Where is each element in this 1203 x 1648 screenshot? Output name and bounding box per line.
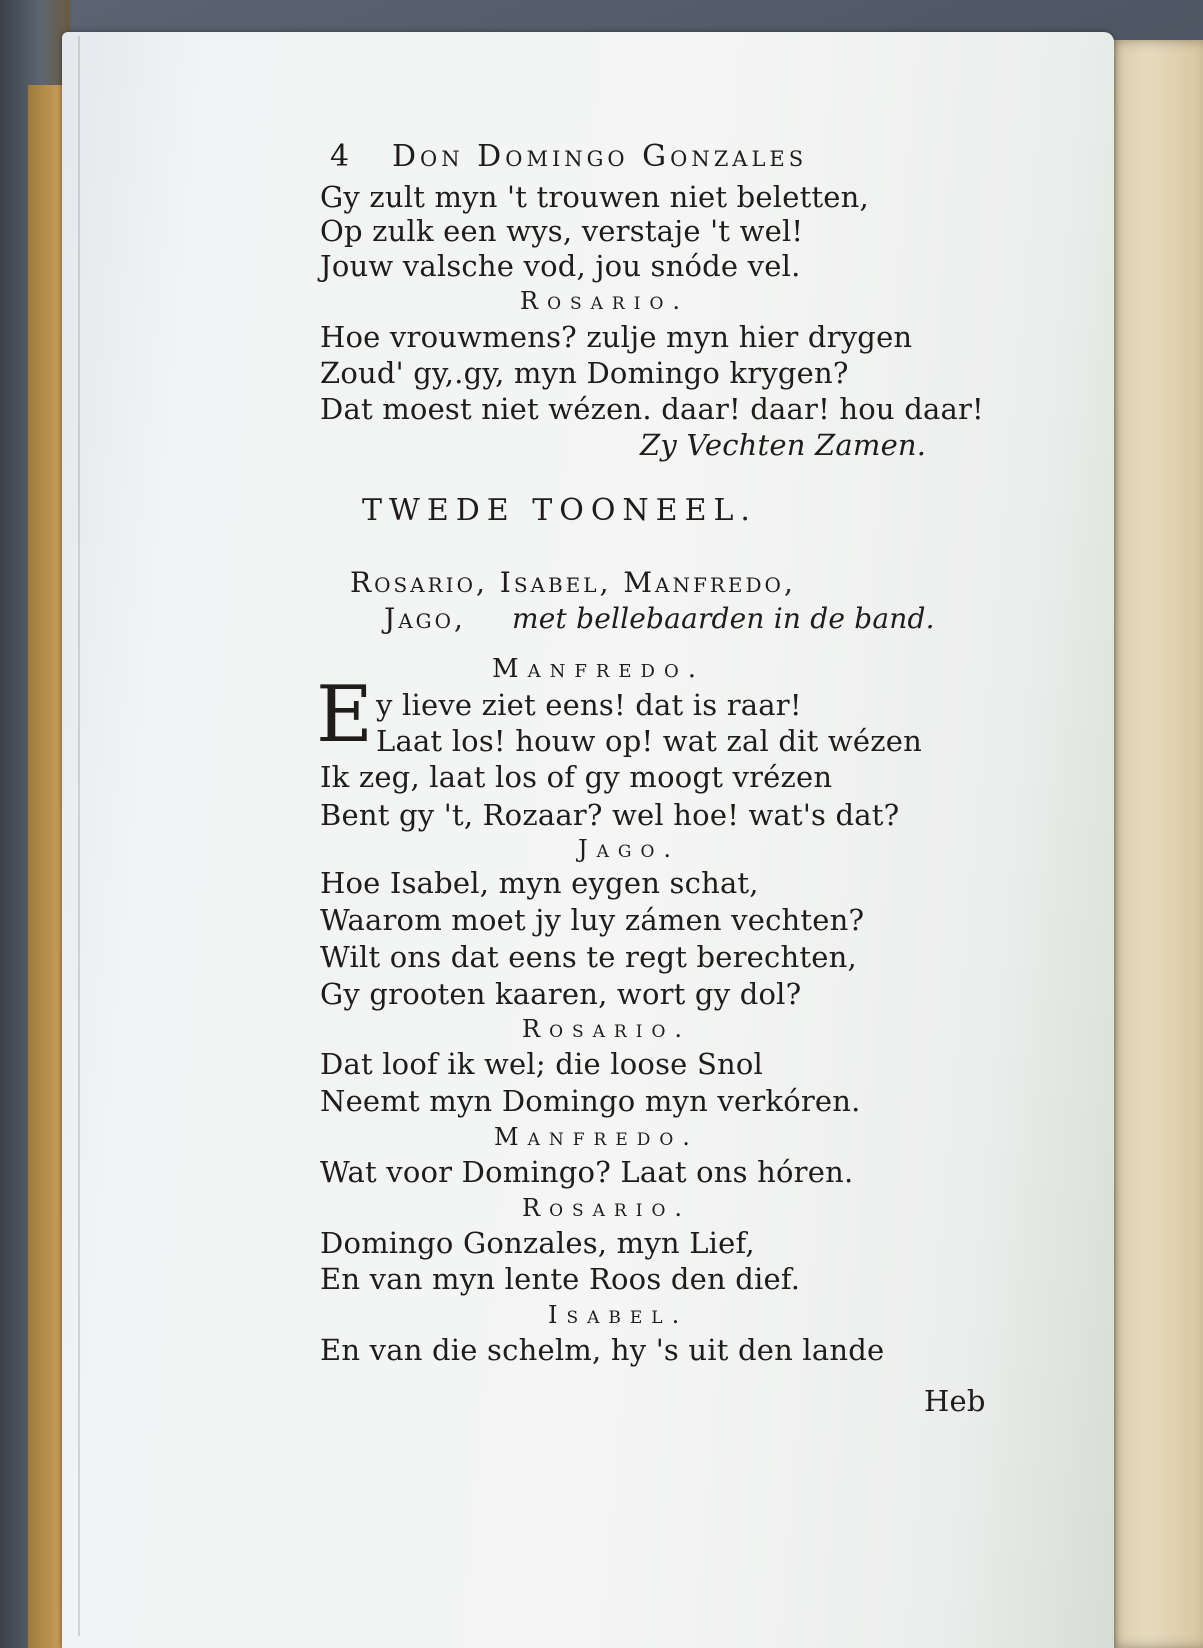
verse-line: Zoud' gy,.gy, myn Domingo krygen? bbox=[320, 356, 849, 390]
verse-line: Bent gy 't, Rozaar? wel hoe! wat's dat? bbox=[320, 798, 900, 832]
running-title: Don Domingo Gonzales bbox=[392, 139, 808, 174]
verse-line: Wilt ons dat eens te regt berechten, bbox=[320, 940, 857, 974]
drop-cap: E bbox=[316, 670, 373, 760]
verse-line: Op zulk een wys, verstaje 't wel! bbox=[320, 214, 804, 248]
verse-line: Wat voor Domingo? Laat ons hóren. bbox=[320, 1155, 854, 1189]
cast-list: Jago, bbox=[384, 602, 466, 635]
verse-line: Dat loof ik wel; die loose Snol bbox=[320, 1047, 764, 1081]
catchword: Heb bbox=[924, 1384, 986, 1418]
stage-direction: Zy Vechten Zamen. bbox=[640, 428, 927, 462]
verse-line: Dat moest niet wézen. daar! daar! hou daar! bbox=[320, 392, 984, 426]
scene-title: TWEDE TOONEEL. bbox=[362, 493, 757, 528]
verse-line: Neemt myn Domingo myn verkóren. bbox=[320, 1084, 861, 1118]
verse-line: Domingo Gonzales, myn Lief, bbox=[320, 1226, 755, 1260]
speaker-label: Rosario. bbox=[520, 287, 690, 315]
verse-line: En van die schelm, hy 's uit den lande bbox=[320, 1333, 885, 1367]
verse-line: Hoe Isabel, myn eygen schat, bbox=[320, 866, 759, 900]
speaker-label: Manfredo. bbox=[494, 1123, 699, 1151]
verse-line: Laat los! houw op! wat zal dit wézen bbox=[376, 724, 923, 758]
verse-line: Hoe vrouwmens? zulje myn hier drygen bbox=[320, 320, 913, 354]
verse-line: En van myn lente Roos den dief. bbox=[320, 1262, 801, 1296]
verse-line: Gy grooten kaaren, wort gy dol? bbox=[320, 977, 802, 1011]
cast-list: Rosario, Isabel, Manfredo, bbox=[350, 566, 796, 599]
speaker-label: Isabel. bbox=[548, 1301, 689, 1329]
verse-line: Waarom moet jy luy zámen vechten? bbox=[320, 903, 865, 937]
speaker-label: Rosario. bbox=[522, 1194, 692, 1222]
cast-note: met bellebaarden in de band. bbox=[512, 602, 935, 635]
page-number: 4 bbox=[330, 139, 350, 174]
verse-line: Ik zeg, laat los of gy moogt vrézen bbox=[320, 760, 833, 794]
verse-line: Jouw valsche vod, jou snóde vel. bbox=[320, 249, 801, 283]
speaker-label: Jago. bbox=[578, 835, 681, 863]
verse-line: Gy zult myn 't trouwen niet beletten, bbox=[320, 180, 869, 214]
verse-line: y lieve ziet eens! dat is raar! bbox=[376, 688, 802, 722]
speaker-label: Rosario. bbox=[522, 1015, 692, 1043]
speaker-label: Manfredo. bbox=[492, 654, 706, 684]
